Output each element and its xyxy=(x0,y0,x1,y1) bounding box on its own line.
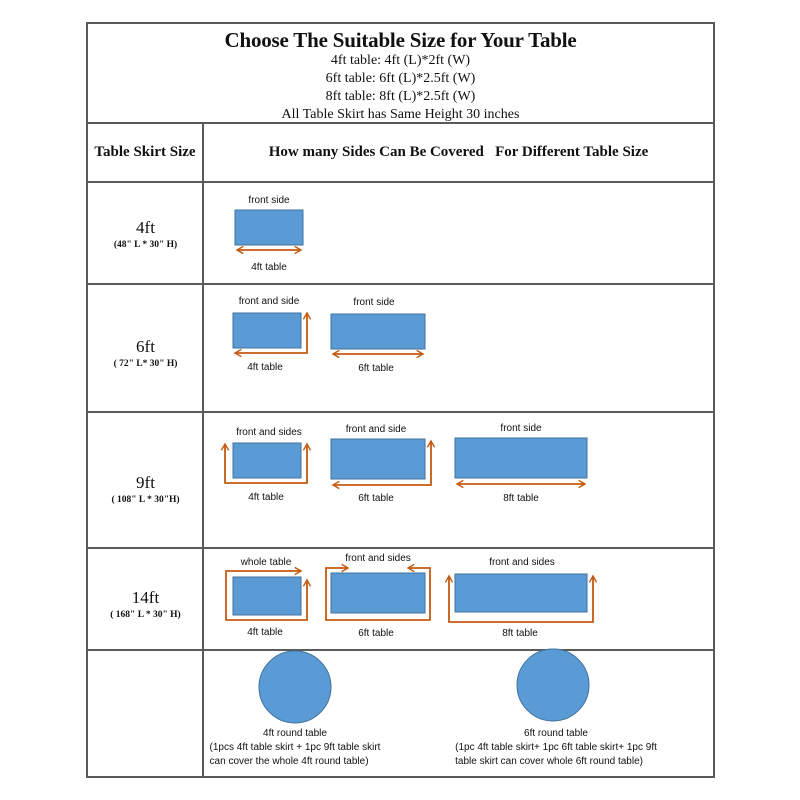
spec-4ft: 4ft table: 4ft (L)*2ft (W) xyxy=(330,53,471,68)
table-8ft-row3 xyxy=(455,438,587,478)
spec-6ft: 6ft table: 6ft (L)*2.5ft (W) xyxy=(325,71,476,86)
table-6ft-row3 xyxy=(331,439,425,479)
diagram-bottom-label: 4ft table xyxy=(248,492,284,503)
round-table-note: (1pc 4ft table skirt+ 1pc 6ft table skirt+ 1pc 9ft xyxy=(455,742,657,753)
round-table-4ft xyxy=(259,651,331,723)
diagram-top-label: front and sides xyxy=(345,553,411,564)
round-table-caption-4ft xyxy=(210,727,381,769)
size-dims: (48" L * 30" H) xyxy=(113,240,178,250)
diagram-bottom-label: 8ft table xyxy=(503,493,539,504)
diagram-top-label: front and side xyxy=(345,424,407,435)
size-label: 14ft xyxy=(131,588,160,607)
table-8ft-row4 xyxy=(455,574,587,612)
size-dims: ( 108" L * 30"H) xyxy=(111,495,180,505)
diagram-top-label: front side xyxy=(500,423,542,434)
diagram-bottom-label: 4ft table xyxy=(247,627,283,638)
column-header-size: Table Skirt Size xyxy=(94,144,196,160)
round-table-note: table skirt can cover whole 6ft round table) xyxy=(455,756,643,767)
diagram-bottom-label: 6ft table xyxy=(358,628,394,639)
diagram-top-label: front and sides xyxy=(236,427,302,438)
spec-height: All Table Skirt has Same Height 30 inches xyxy=(281,107,520,122)
size-label: 4ft xyxy=(136,218,155,237)
round-table-caption-6ft xyxy=(455,727,657,769)
size-label: 6ft xyxy=(136,337,155,356)
diagram-top-label: whole table xyxy=(240,557,292,568)
diagram-bottom-label: 6ft table xyxy=(358,493,394,504)
table-4ft-row3 xyxy=(233,443,301,478)
page-title: Choose The Suitable Size for Your Table xyxy=(224,28,577,52)
round-table-6ft xyxy=(517,649,589,721)
table-6ft-row2 xyxy=(331,314,425,349)
diagram-top-label: front side xyxy=(248,195,290,206)
round-table-name: 4ft round table xyxy=(263,728,327,739)
diagram-bottom-label: 4ft table xyxy=(247,362,283,373)
table-4ft-row4 xyxy=(233,577,301,615)
round-table-name: 6ft round table xyxy=(524,728,588,739)
diagram-top-label: front side xyxy=(353,297,395,308)
spec-8ft: 8ft table: 8ft (L)*2.5ft (W) xyxy=(325,89,476,104)
table-6ft-row4 xyxy=(331,573,425,613)
table-4ft-row2 xyxy=(233,313,301,348)
table-4ft-row1 xyxy=(235,210,303,245)
diagram-bottom-label: 4ft table xyxy=(251,262,287,273)
diagram-top-label: front and side xyxy=(238,296,300,307)
round-table-note: (1pcs 4ft table skirt + 1pc 9ft table skirt xyxy=(209,742,381,753)
diagram-bottom-label: 8ft table xyxy=(502,628,538,639)
diagram-bottom-label: 6ft table xyxy=(358,363,394,374)
round-table-note: can cover the whole 4ft round table) xyxy=(209,756,369,767)
size-dims: ( 72" L* 30" H) xyxy=(113,359,178,369)
diagram-top-label: front and sides xyxy=(489,557,555,568)
size-dims: ( 168" L * 30" H) xyxy=(110,610,181,620)
column-header-coverage: How many Sides Can Be Covered For Different Table Size xyxy=(268,144,649,160)
size-label: 9ft xyxy=(136,473,155,492)
